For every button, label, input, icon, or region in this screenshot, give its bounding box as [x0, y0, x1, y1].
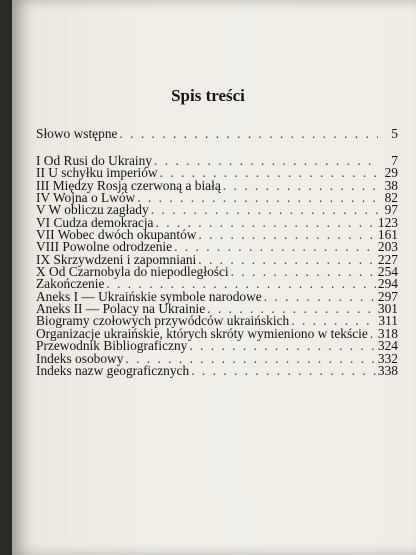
toc-entry-page: 161: [377, 227, 398, 243]
toc-entry-label: Biogramy czołowych przywódców ukraińskich: [36, 313, 290, 329]
toc-leader-dots: [231, 266, 376, 278]
toc-entry-label: IX Skrzywdzeni i zapomniani: [36, 251, 197, 267]
toc-entry-label: VI Cudza demokracja: [36, 214, 154, 230]
toc-entry-label: Słowo wstępne: [36, 126, 118, 141]
toc-entry-label: V W obliczu zagłady: [36, 202, 149, 218]
toc-list: [36, 155, 398, 377]
toc-entry-page: 29: [384, 165, 398, 181]
toc-leader-dots: [137, 192, 378, 204]
toc-entry-page: 5: [391, 126, 398, 141]
toc-entry-page: 338: [377, 362, 398, 378]
toc-leader-dots: [370, 328, 376, 340]
toc-entry-page: 294: [377, 276, 398, 292]
toc-entry-label: IV Wojna o Lwów: [36, 190, 136, 206]
toc-entry-label: Aneks I — Ukraińskie symbole narodowe: [36, 288, 262, 304]
toc-leader-dots: [191, 365, 376, 377]
toc-entry-page: 301: [377, 301, 398, 317]
toc-entry-label: Zakończenie: [36, 276, 105, 292]
toc-leader-dots: [198, 229, 375, 241]
toc-entry-label: II U schyłku imperiów: [36, 165, 158, 181]
toc-leader-dots: [174, 241, 376, 253]
toc-entry-page: 227: [377, 251, 398, 267]
toc-entry-page: 254: [377, 264, 398, 280]
toc-entry-label: Indeks nazw geograficznych: [36, 362, 190, 378]
toc-leader-dots: [154, 155, 378, 167]
toc-entry-label: Organizacje ukraińskie, których skróty wymieniono w tekście: [36, 325, 368, 341]
toc-leader-dots: [223, 180, 378, 192]
toc-entry-label: Aneks II — Polacy na Ukrainie: [36, 301, 206, 317]
toc-leader-dots: [119, 128, 378, 140]
toc-entry-page: 123: [377, 214, 398, 230]
toc-entry-page: 38: [384, 177, 398, 193]
toc-entry-page: 7: [391, 153, 398, 168]
toc-entry-page: 324: [377, 338, 398, 354]
toc-entry-label: VIII Powolne odrodzenie: [36, 239, 173, 255]
toc-entry-label: I Od Rusi do Ukrainy: [36, 153, 153, 168]
toc-entry-page: 203: [377, 239, 398, 255]
toc-intro: [36, 128, 398, 140]
toc-leader-dots: [264, 291, 376, 303]
toc-leader-dots: [151, 204, 378, 216]
toc-leader-dots: [189, 340, 376, 352]
toc-entry-page: 318: [377, 325, 398, 341]
toc-row: [36, 362, 398, 378]
toc-entry-label: X Od Czarnobyla do niepodległości: [36, 264, 229, 280]
toc-entry-label: VII Wobec dwóch okupantów: [36, 227, 197, 243]
toc-entry-page: 82: [384, 190, 398, 206]
toc-entry-page: 332: [377, 350, 398, 366]
toc-entry-label: III Między Rosją czerwoną a białą: [36, 177, 221, 193]
toc-entry-label: Indeks osobowy: [36, 350, 124, 366]
toc-entry-label: Przewodnik Bibliograficzny: [36, 338, 188, 354]
toc-entry-page: 297: [377, 288, 398, 304]
toc-entry-page: 97: [384, 202, 398, 218]
toc-row: [36, 128, 398, 140]
toc-entry-page: 311: [378, 313, 398, 329]
page-title: Spis treści: [171, 86, 245, 105]
